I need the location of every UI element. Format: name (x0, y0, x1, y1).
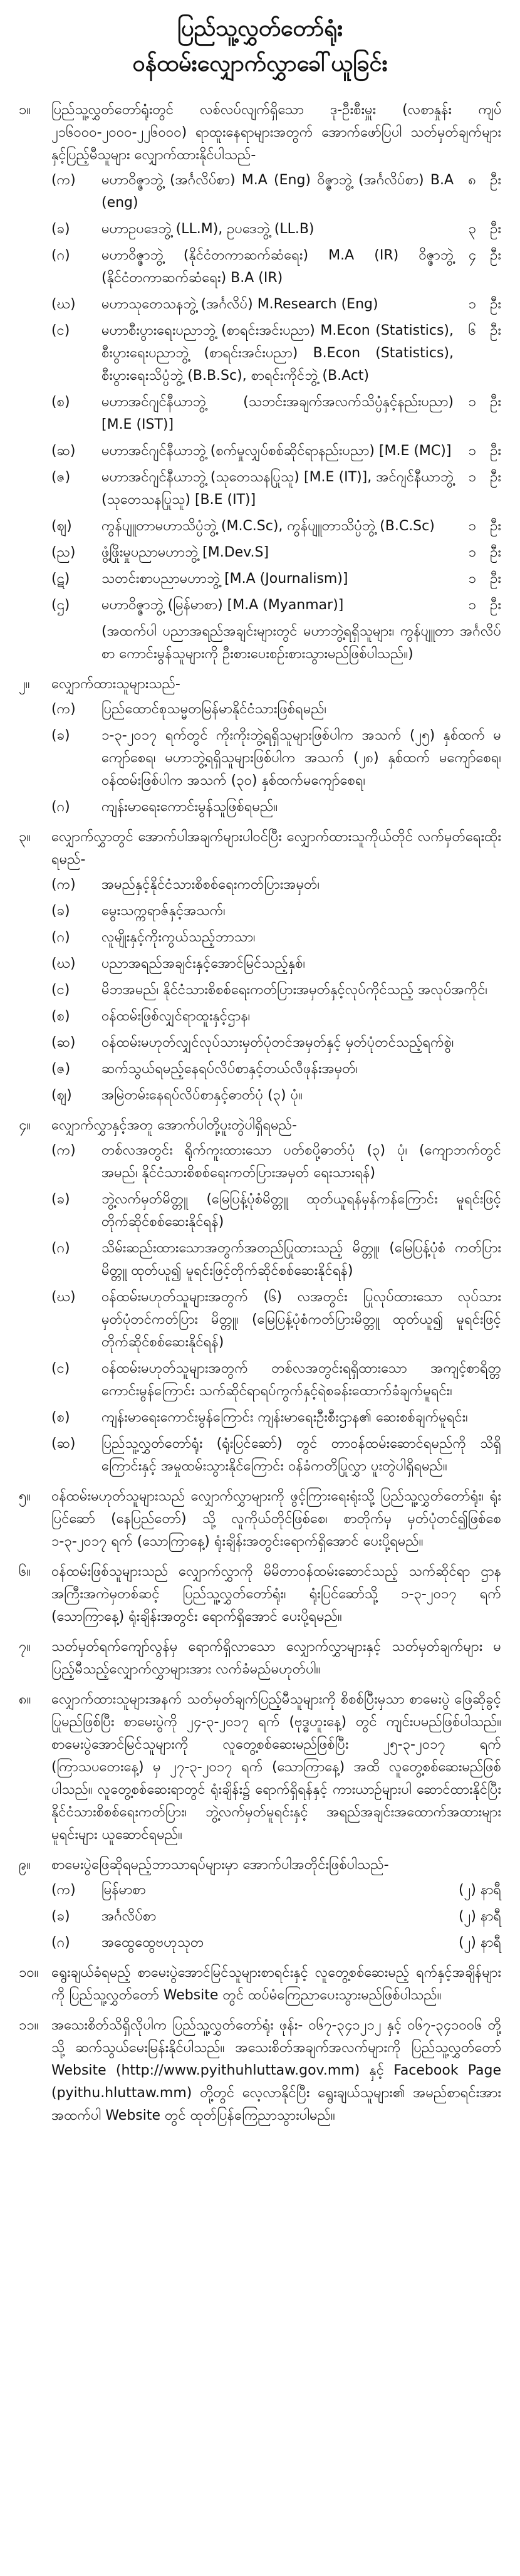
section (19, 1689, 501, 1846)
item-count: ၆ (468, 323, 476, 338)
item-text: တစ်လအတွင်း ရိုက်ကူးထားသော ပတ်စပို့ဓာတ်ပုံ (၃) ပုံ၊ (ကျောဘက်တွင် အမည်၊ နိုင်ငံသားစိစစ်ရေးကတ်ပြားအမှတ် ရေးသားရန်) (101, 1143, 501, 1181)
item-text: ဝန်ထမ်းဖြစ်လျှင်ရာထူးနှင့်ဌာန၊ (101, 1008, 251, 1024)
section-number: ၁။ (19, 102, 31, 118)
list-item (19, 874, 501, 896)
list-item (19, 515, 501, 538)
item-letter: (ဌ) (51, 597, 70, 613)
item-text: အမြဲတမ်းနေရပ်လိပ်စာနှင့်ဓာတ်ပုံ (၃) ပုံ။ (101, 1087, 303, 1103)
item-count: ၁ (468, 597, 476, 613)
item-letter: (ဇ) (51, 469, 71, 485)
item-letter: (ဈ) (51, 1087, 72, 1103)
item-text: ဝန်ထမ်းမဟုတ်သူများအတွက် (၆) လအတွင်း ပြုလုပ်ထားသော လုပ်သားမှတ်ပုံတင်ကတ်ပြား မိတ္တူ၊ (မြေပြန့်ပုံစံကတ်ပြားမိတ္တူ ထုတ်ယူ၍ မူရင်းဖြင့်တိုက်ဆိုင်စစ်ဆေးနိုင်ရန်) (101, 1289, 501, 1350)
item-letter: (ခ) (51, 1191, 70, 1207)
item-text: ဆက်သွယ်ရမည့်နေရပ်လိပ်စာနှင့်တယ်လီဖုန်းအမှတ်၊ (101, 1061, 358, 1077)
list-item (19, 218, 501, 241)
section-number: ၄။ (19, 1118, 31, 1133)
item-letter: (ည) (51, 545, 76, 560)
item-text: ပညာအရည်အချင်းနှင့်အောင်မြင်သည့်နှစ်၊ (101, 956, 306, 971)
item-unit: (၂) နာရီ (458, 1908, 501, 1924)
item-letter: (ဂ) (51, 1240, 70, 1256)
item-text: မဟာအင်ဂျင်နီယာဘွဲ့ (သဘင်းအချက်အလက်သိပ္ပံနှင့်နည်းပညာ) [M.E (IST)] (101, 394, 454, 432)
item-unit: ဦး (490, 296, 501, 312)
item-text: ကျန်းမာရေးကောင်းမွန်သူဖြစ်ရမည်။ (101, 799, 278, 815)
list-item (19, 1139, 501, 1185)
item-count: ၁ (468, 571, 476, 587)
section (19, 99, 501, 666)
section (19, 673, 501, 819)
item-letter: (ဂ) (51, 248, 70, 263)
section-text: လျှောက်လွှာတွင် အောက်ပါအချက်များပါဝင်ပြီး လျှောက်ထားသူကိုယ်တိုင် လက်မှတ်ရေးထိုးရမည်- (51, 829, 501, 867)
item-letter: (က) (51, 701, 76, 717)
item-text: မိဘအမည်၊ နိုင်ငံသားစိစစ်ရေးကတ်ပြားအမှတ်နှင့်လုပ်ကိုင်သည့် အလုပ်အကိုင်၊ (101, 982, 487, 998)
section-heading (19, 1854, 501, 1877)
section (19, 1962, 501, 2007)
item-text: မဟာသုတေသနဘွဲ့ (အင်္ဂလိပ်) M.Research (Eng) (101, 296, 378, 312)
item-text: မဟာအင်ဂျင်နီယာဘွဲ့ (စက်မှုလျှပ်စစ်ဆိုင်ရာနည်းပညာ) [M.E (MC)] (101, 443, 452, 459)
item-text: ဘွဲ့လက်မှတ်မိတ္တူ (မြေပြန့်ပုံစံမိတ္တူ ထုတ်ယူရန်မှန်ကန်ကြောင်း မူရင်းဖြင့်တိုက်ဆိုင်စစ်ဆေးနိုင်ရန်) (101, 1191, 501, 1230)
item-count: ၁ (468, 469, 476, 485)
section (19, 826, 501, 1107)
item-text: မဟာဝိဇ္ဇာဘွဲ့ (နိုင်ငံတကာဆက်ဆံရေး) M.A (IR) ဝိဇ္ဇာဘွဲ့ (နိုင်ငံတကာဆက်ဆံရေး) B.A (IR) (101, 248, 454, 286)
list-item (19, 244, 501, 290)
item-letter: (က) (51, 1143, 76, 1158)
item-text: ဝန်ထမ်းမဟုတ်လျှင်လုပ်သားမှတ်ပုံတင်အမှတ်နှင့် မှတ်ပုံတင်သည့်ရက်စွဲ၊ (101, 1035, 454, 1050)
item-letter: (ခ) (51, 1908, 70, 1924)
item-text: ကွန်ပျူတာမဟာသိပ္ပံဘွဲ့ (M.C.Sc), ကွန်ပျူတာသိပ္ပံဘွဲ့ (B.C.Sc) (101, 518, 435, 534)
list-item (19, 1358, 501, 1403)
list-item (19, 926, 501, 949)
item-text: မဟာအင်ဂျင်နီယာဘွဲ့ (သုတေသနပြုသူ) [M.E (IT)], အင်ဂျင်နီယာဘွဲ့ (သုတေသနပြုသူ) [B.E (IT)] (101, 469, 454, 508)
list-item (19, 1286, 501, 1354)
item-letter: (စ) (51, 1410, 70, 1425)
list-item (19, 979, 501, 1002)
item-letter: (ဆ) (51, 1436, 76, 1452)
item-text: ဖွံ့ဖြိုးမှုပညာမဟာဘွဲ့ [M.Dev.S] (101, 545, 269, 560)
section-text: လျှောက်လွှာနှင့်အတူ အောက်ပါတို့ပူးတွဲပါရှိရမည်- (51, 1118, 297, 1133)
list-item (19, 725, 501, 792)
item-letter: (ဈ) (51, 518, 72, 534)
section-text: စာမေးပွဲဖြေဆိုရမည့်ဘာသာရပ်များမှာ အောက်ပါအတိုင်းဖြစ်ပါသည်- (51, 1857, 389, 1873)
list-item (19, 440, 501, 463)
item-text: မဟာဥပဒေဘွဲ့ (LL.M), ဥပဒေဘွဲ့ (LL.B) (101, 221, 315, 237)
item-unit: ဦး (490, 518, 501, 534)
section-text: ပြည်သူ့လွှတ်တော်ရုံးတွင် လစ်လပ်လျက်ရှိသော ဒု-ဦးစီးမှူး (လစာနှုန်း ကျပ် ၂၁၆၀၀၀-၂၀၀၀-၂၂၆၀၀၀) ရာထူးနေရာများအတွက် အောက်ဖော်ပြပါ သတ်မှတ်ချက်များနှင့်ပြည့်မီသူများ လျှောက်ထားနိုင်ပါသည်- (51, 102, 501, 163)
item-text: အင်္ဂလိပ်စာ (101, 1908, 157, 1924)
item-count: ၈ (468, 172, 476, 188)
item-text: မဟာဝိဇ္ဇာဘွဲ့ (မြန်မာစာ) [M.A (Myanmar)] (101, 597, 344, 613)
section-heading (19, 826, 501, 871)
list-item (19, 391, 501, 436)
section-text: လျှောက်ထားသူများအနက် သတ်မှတ်ချက်ပြည့်မီသူများကို စိစစ်ပြီးမှသာ စာမေးပွဲ ဖြေဆိုခွင့်ပြုမည်ဖြစ်ပြီး စာမေးပွဲကို ၂၄-၃-၂၀၁၇ ရက် (ဗုဒ္ဓဟူးနေ့) တွင် ကျင်းပမည်ဖြစ်ပါသည်။ စာမေးပွဲအောင်မြင်သူများကို လူတွေ့စစ်ဆေးမည်ဖြစ်ပြီး ၂၅-၃-၂၀၁၇ ရက် (ကြာသပတေးနေ့) မှ ၂၇-၃-၂၀၁၇ ရက် (သောကြာနေ့) အထိ လူတွေ့စစ်ဆေးမည်ဖြစ်ပါသည်။ လူတွေ့စစ်ဆေးရာတွင် ရုံးချိန်း၌ ရောက်ရှိရန်နှင့် ကားယာဉ်များပါ ဆောင်ထားနိုင်ပြီး နိုင်ငံသားစိစစ်ရေးကတ်ပြား၊ ဘွဲ့လက်မှတ်မူရင်းနှင့် အရည်အချင်းအထောက်အထားများ မူရင်းများ ယူဆောင်ရမည်။ (51, 1692, 501, 1843)
section-number: ၁၁။ (19, 2018, 39, 2033)
item-text: အထွေထွေဗဟုသုတ (101, 1935, 204, 1950)
section-text: အသေးစိတ်သိရှိလိုပါက ပြည်သူ့လွှတ်တော်ရုံး ဖုန်း- ၀၆၇-၃၄၁၂၁၂ နှင့် ၀၆၇-၃၄၁၀၀၆ တို့သို့ ဆက်သွယ်မေးမြန်းနိုင်ပါသည်။ အသေးစိတ်အချက်အလက်များကို ပြည်သူ့လွှတ်တော် Website (http://www.pyithuhluttaw.gov.mm) နှင့် Facebook Page (pyithu.hluttaw.mm) တို့တွင် လေ့လာနိုင်ပြီး ရွေးချယ်သူများ၏ အမည်စာရင်းအား အထက်ပါ Website တွင် ထုတ်ပြန်ကြေညာသွားပါမည်။ (51, 2018, 501, 2123)
section-heading (19, 1114, 501, 1137)
list-item (19, 796, 501, 819)
section (19, 1854, 501, 1954)
list-item (19, 1879, 501, 1902)
list-item (19, 1433, 501, 1478)
section-number: ၆။ (19, 1564, 31, 1579)
item-letter: (ဂ) (51, 929, 70, 945)
list-item (19, 900, 501, 923)
item-letter: (က) (51, 172, 76, 188)
item-text: ကျန်းမာရေးကောင်းမွန်ကြောင်း ကျန်းမာရေးဦးစီးဌာန၏ ဆေးစစ်ချက်မူရင်း၊ (101, 1410, 468, 1425)
list-item (19, 1932, 501, 1954)
item-unit: ဦး (490, 571, 501, 587)
section-number: ၅။ (19, 1489, 31, 1504)
item-letter: (ဂ) (51, 1935, 70, 1950)
list-item (19, 169, 501, 214)
list-item (19, 1188, 501, 1233)
section-heading (19, 2014, 501, 2127)
section-text: ရွေးချယ်ခံရမည့် စာမေးပွဲအောင်မြင်သူများစာရင်းနှင့် လူတွေ့စစ်ဆေးမည့် ရက်နှင့်အချိန်များကို ပြည်သူ့လွှတ်တော် Website တွင် ထပ်မံကြေညာပေးသွားမည်ဖြစ်ပါသည်။ (51, 1965, 501, 2003)
section-number: ၉။ (19, 1857, 31, 1873)
office-title: ပြည်သူ့လွှတ်တော်ရုံး (177, 16, 343, 41)
section-heading (19, 673, 501, 696)
item-letter: (င) (51, 323, 70, 338)
list-item (19, 1905, 501, 1928)
item-list (19, 1879, 501, 1954)
list-item (19, 293, 501, 316)
item-unit: ဦး (490, 248, 501, 263)
item-letter: (ဂ) (51, 799, 70, 815)
item-count: ၁ (468, 518, 476, 534)
item-letter: (ဆ) (51, 1035, 76, 1050)
list-item (19, 1237, 501, 1282)
item-text: ဝန်ထမ်းမဟုတ်သူများအတွက် တစ်လအတွင်းရရှိထားသော အကျင့်စာရိတ္တကောင်းမွန်ကြောင်း သက်ဆိုင်ရာရပ်ကွက်နှင့်ရဲစခန်းထောက်ခံချက်မူရင်း၊ (101, 1361, 501, 1399)
item-letter: (ဃ) (51, 296, 76, 312)
item-count: ၄ (468, 248, 476, 263)
item-list (19, 698, 501, 819)
section-number: ၁၀။ (19, 1965, 39, 1981)
list-item (19, 1005, 501, 1028)
section-number: ၈။ (19, 1692, 31, 1707)
item-unit: ဦး (490, 469, 501, 485)
item-count: ၁ (468, 296, 476, 312)
item-unit: ဦး (490, 323, 501, 338)
section-text: ဝန်ထမ်းမဟုတ်သူများသည် လျှောက်လွှာများကို ဖွင့်ကြားရေးရုံးသို့ ပြည်သူ့လွှတ်တော်ရုံး၊ ရုံးပြင်ဆော် (နေပြည်တော်) သို့ လူကိုယ်တိုင်ဖြစ်စေ၊ စာတိုက်မှ မှတ်ပုံတင်၍ဖြစ်စေ ၁-၃-၂၀၁၇ ရက် (သောကြာနေ့) ရုံးချိန်းအတွင်းရောက်ရှိအောင် ပေးပို့ရမည်။ (51, 1489, 501, 1549)
list-item (19, 1406, 501, 1429)
item-text: မွေးသက္ကရာဇ်နှင့်အသက်၊ (101, 903, 226, 919)
item-letter: (က) (51, 877, 76, 893)
section-heading (19, 1561, 501, 1628)
section-heading (19, 1485, 501, 1553)
list-item (19, 568, 501, 590)
item-unit: ဦး (490, 545, 501, 560)
item-text: သိမ်းဆည်းထားသောအတွက်အတည်ပြုထားသည့် မိတ္တူ၊ (မြေပြန့်ပုံစံ ကတ်ပြားမိတ္တူ ထုတ်ယူ၍ မူရင်းဖြင့်တိုက်ဆိုင်စစ်ဆေးနိုင်ရန်) (101, 1240, 501, 1279)
item-count: ၁ (468, 394, 476, 410)
item-letter: (ဋ) (51, 571, 70, 587)
list-item (19, 1084, 501, 1107)
item-letter: (စ) (51, 394, 70, 410)
section (19, 1636, 501, 1681)
section (19, 2014, 501, 2127)
list-item (19, 466, 501, 511)
announcement-heading: ဝန်ထမ်းလျှောက်လွှာခေါ်ယူခြင်း (132, 51, 388, 76)
item-list (19, 169, 501, 617)
list-item (19, 1032, 501, 1054)
item-list (19, 874, 501, 1107)
list-item (19, 594, 501, 617)
item-unit: ဦး (490, 172, 501, 188)
item-letter: (ခ) (51, 221, 70, 237)
item-unit: ဦး (490, 597, 501, 613)
item-letter: (ခ) (51, 903, 70, 919)
item-text: မဟာဝိဇ္ဇာဘွဲ့ (အင်္ဂလိပ်စာ) M.A (Eng) ဝိဇ္ဇာဘွဲ့ (အင်္ဂလိပ်စာ) B.A (eng) (101, 172, 454, 211)
announcement-sections (19, 99, 501, 2127)
item-letter: (ဆ) (51, 443, 76, 459)
item-letter: (က) (51, 1882, 76, 1898)
item-letter: (င) (51, 1361, 70, 1376)
item-text: သတင်းစာပညာမဟာဘွဲ့ [M.A (Journalism)] (101, 571, 348, 587)
section-text: လျှောက်ထားသူများသည်- (51, 676, 180, 692)
section (19, 1114, 501, 1478)
section-heading (19, 1962, 501, 2007)
item-text: မြန်မာစာ (101, 1882, 146, 1898)
item-text: ပြည်ထောင်စုသမ္မတမြန်မာနိုင်ငံသားဖြစ်ရမည်၊ (101, 701, 327, 717)
list-item (19, 320, 501, 387)
item-text: ၁-၃-၂၀၁၇ ရက်တွင် ကိုးကိုးဘွဲ့ရရှိသူများဖြစ်ပါက အသက် (၂၅) နှစ်ထက် မကျော်စေရ၊ မဟာဘွဲ့ရရှိသူများဖြစ်ပါက အသက် (၂၈) နှစ်ထက် မကျော်စေရ၊ ဝန်ထမ်းဖြစ်ပါက အသက် (၃၀) နှစ်ထက်မကျော်စေရ၊ (101, 728, 501, 788)
section (19, 1561, 501, 1628)
section-text: ဝန်ထမ်းဖြစ်သူများသည် လျှောက်လွှာကို မိမိတာဝန်ထမ်းဆောင်သည့် သက်ဆိုင်ရာ ဌာနအကြီးအကဲမှတစ်ဆင့် ပြည်သူ့လွှတ်တော်ရုံး၊ ရုံးပြင်ဆော်သို့ ၁-၃-၂၀၁၇ ရက် (သောကြာနေ့) ရုံးချိန်းအတွင်း ရောက်ရှိအောင် ပေးပို့ရမည်။ (51, 1564, 501, 1625)
item-count: ၃ (468, 221, 476, 237)
item-letter: (ဃ) (51, 956, 76, 971)
section-text: သတ်မှတ်ရက်ကျော်လွန်မှ ရောက်ရှိလာသော လျှောက်လွှာများနှင့် သတ်မှတ်ချက်များ မပြည့်မီသည့်လျှောက်လွှာများအား လက်ခံမည်မဟုတ်ပါ။ (51, 1639, 501, 1677)
section-heading (19, 99, 501, 167)
section-heading (19, 1689, 501, 1846)
item-unit: ဦး (490, 443, 501, 459)
section-heading (19, 1636, 501, 1681)
list-item (19, 953, 501, 975)
item-letter: (င) (51, 982, 70, 998)
item-text: မဟာစီးပွားရေးပညာဘွဲ့ (စာရင်းအင်းပညာ) M.Econ (Statistics), စီးပွားရေးပညာဘွဲ့ (စာရင်းအင်းပညာ) B.Econ (Statistics), စီးပွားရေးသိပ္ပံဘွဲ့ (B.B.Sc), စာရင်းကိုင်ဘွဲ့ (B.Act) (101, 323, 454, 384)
item-count: ၁ (468, 545, 476, 560)
item-unit: (၂) နာရီ (458, 1935, 501, 1950)
item-text: အမည်နှင့်နိုင်ငံသားစိစစ်ရေးကတ်ပြားအမှတ်၊ (101, 877, 320, 893)
section-number: ၂။ (19, 676, 30, 692)
item-list (19, 1139, 501, 1478)
item-unit: (၂) နာရီ (458, 1882, 501, 1898)
item-unit: ဦး (490, 221, 501, 237)
item-unit: ဦး (490, 394, 501, 410)
list-item (19, 698, 501, 721)
item-letter: (စ) (51, 1008, 70, 1024)
item-letter: (ဇ) (51, 1061, 71, 1077)
section-note: (အထက်ပါ ပညာအရည်အချင်းများတွင် မဟာဘွဲ့ရရှိသူများ၊ ကွန်ပျူတာ အင်္ဂလိပ်စာ ကောင်းမွန်သူများကို ဦးစားပေးစဉ်းစားသွားမည်ဖြစ်ပါသည်။) (101, 624, 501, 662)
section (19, 1485, 501, 1553)
list-item (19, 542, 501, 564)
list-item (19, 1058, 501, 1081)
item-text: လူမျိုးနှင့်ကိုးကွယ်သည့်ဘာသာ၊ (101, 929, 256, 945)
item-letter: (ဃ) (51, 1289, 76, 1305)
item-letter: (ခ) (51, 728, 70, 743)
item-text: ပြည်သူ့လွှတ်တော်ရုံး (ရုံးပြင်ဆော်) တွင် တာဝန်ထမ်းဆောင်ရမည်ကို သိရှိကြောင်းနှင့် အမှုထမ်းသွားနိုင်ကြောင်း ဝန်ခံကတိပြုလွှာ ပူးတွဲပါရှိရမည်။ (101, 1436, 501, 1474)
section-number: ၇။ (19, 1639, 31, 1655)
item-count: ၁ (468, 443, 476, 459)
section-number: ၃။ (19, 829, 31, 845)
